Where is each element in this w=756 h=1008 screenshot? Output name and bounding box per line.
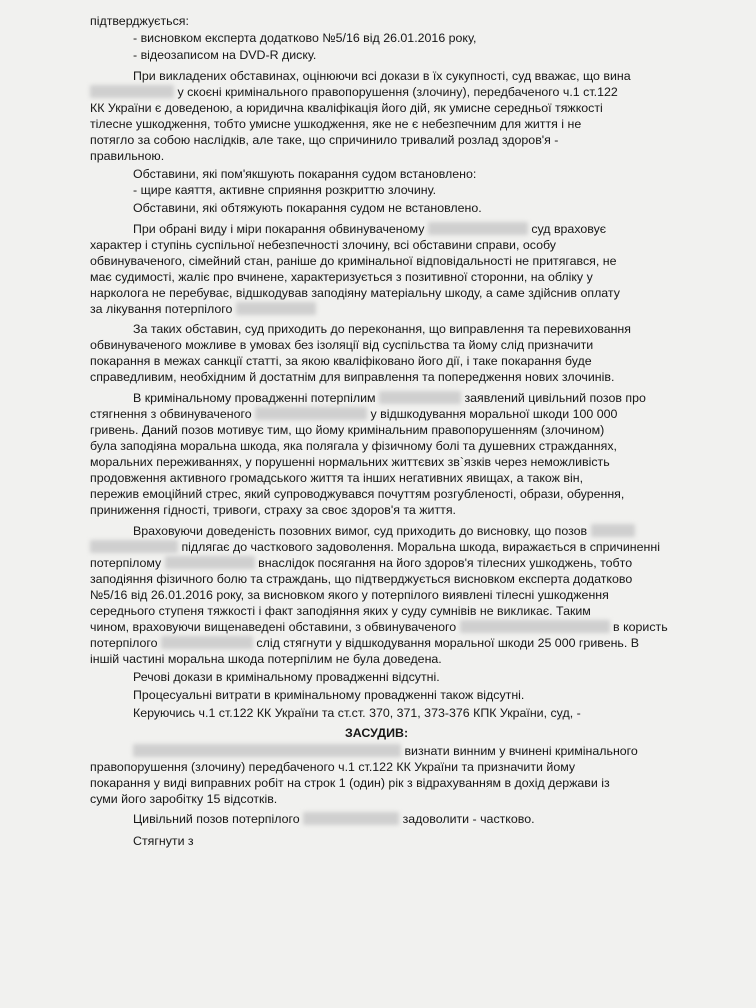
text-span: визнати винним у вчинені кримінального (404, 744, 638, 758)
text-line (133, 222, 606, 237)
text-line: потягло за собою наслідків, але таке, що спричинило тривалий розлад здоров'я - (90, 133, 559, 147)
text-line: середнього ступеня тяжкості і факт заподіяння яких у суду сумнівів не викликає. Таким (90, 604, 591, 618)
text-span: При обрані виду і міри покарання обвинуваченому (133, 222, 425, 236)
text-line: характер і ступінь суспільної небезпечності злочину, всі обставини справи, особу (90, 238, 556, 252)
text-line: іншій частині моральна шкода потерпілим не була доведена. (90, 652, 442, 666)
redacted-name (591, 524, 635, 537)
redacted-name (165, 556, 255, 569)
text-span: в користь (613, 620, 668, 634)
text-line: №5/16 від 26.01.2016 року, за висновком якого у потерпілого виявлені тілесні ушкодження (90, 588, 609, 602)
text-line: покарання в межах санкції статті, за якою кваліфіковано його дії, і таке покарання буде (90, 354, 592, 368)
text-line: - відеозаписом на DVD-R диску. (133, 48, 317, 62)
text-span: задоволити - частково. (402, 812, 535, 826)
redacted-name (161, 636, 253, 649)
text-line: Речові докази в кримінальному провадженні відсутні. (133, 670, 440, 684)
text-line: - висновком експерта додатково №5/16 від 26.01.2016 року, (133, 31, 477, 45)
redacted-name (133, 744, 401, 757)
text-span: підлягає до часткового задоволення. Моральна шкода, виражається в спричиненні (181, 540, 660, 554)
text-span: стягнення з обвинуваченого (90, 407, 252, 421)
text-line: Обставини, які обтяжують покарання судом не встановлено. (133, 201, 482, 215)
text-line: була заподіяна моральна шкода, яка полягала у фізичному болі та душевних стражданнях, (90, 439, 617, 453)
text-line (90, 302, 316, 317)
redacted-name (303, 812, 399, 825)
text-line (90, 620, 668, 635)
text-span: заявлений цивільний позов про (464, 391, 646, 405)
text-line (90, 556, 632, 571)
redacted-name (379, 391, 461, 404)
text-span: Цивільний позов потерпілого (133, 812, 300, 826)
text-span: у скоєні кримінального правопорушення (злочину), передбаченого ч.1 ст.122 (177, 85, 618, 99)
text-line: КК України є доведеною, а юридична кваліфікація його дій, як умисне середньої тяжкості (90, 101, 603, 115)
text-line: Обставини, які пом'якшують покарання судом встановлено: (133, 167, 477, 181)
text-line: правопорушення (злочину) передбаченого ч.1 ст.122 КК України та призначити йому (90, 760, 576, 774)
text-line (133, 834, 194, 849)
text-line: правильною. (90, 149, 165, 163)
text-line (90, 540, 660, 555)
text-line: покарання у виді виправних робіт на строк 1 (один) рік з відрахуванням в дохід держави із (90, 776, 610, 790)
text-line: При викладених обставинах, оцінюючи всі докази в їх сукупності, суд вважає, що вина (133, 69, 631, 83)
text-line: має судимості, жаліє про вчинене, характеризується з позитивної сторонни, на обліку у (90, 270, 593, 284)
text-span: суд враховує (531, 222, 607, 236)
text-line (90, 636, 639, 651)
text-line: заподіяння фізичного болю та страждань, що підтверджується висновком експерта додатково (90, 572, 633, 586)
text-line: Процесуальні витрати в кримінальному провадженні також відсутні. (133, 688, 525, 702)
text-span: Стягнути з (133, 834, 194, 848)
text-line (90, 407, 617, 422)
redacted-name (90, 85, 174, 98)
redacted-name (460, 620, 610, 633)
text-span: чином, враховуючи вищенаведені обставини, з обвинуваченого (90, 620, 457, 634)
text-span: потерпілому (90, 556, 162, 570)
text-line (133, 391, 646, 406)
text-line: справедливим, необхідним й достатнім для виправлення та попередження нових злочинів. (90, 370, 615, 384)
text-line: обвинуваченого, сімейний стан, раніше до кримінальної відповідальності не притягався, не (90, 254, 617, 268)
text-line: гривень. Даний позов мотивує тим, що йому кримінальним правопорушенням (злочином) (90, 423, 605, 437)
text-line: моральних переживаннях, у порушенні нормальних життєвих зв`язків через неможливість (90, 455, 610, 469)
text-line (90, 85, 618, 100)
text-line (133, 524, 635, 539)
redacted-name (428, 222, 528, 235)
text-line: - щире каяття, активне сприяння розкриттю злочину. (133, 183, 437, 197)
redacted-name (236, 302, 316, 315)
text-line: суми його заробітку 15 відсотків. (90, 792, 278, 806)
text-line: Керуючись ч.1 ст.122 КК України та ст.ст. 370, 371, 373-376 КПК України, суд, - (133, 706, 581, 720)
text-span: внаслідок посягання на його здоров'я тілесних ушкоджень, тобто (258, 556, 633, 570)
text-line: пережив емоційний стрес, який супроводжувався почуттям розгубленості, образи, обурення, (90, 487, 625, 501)
text-line (133, 744, 638, 759)
text-span: за лікування потерпілого (90, 302, 233, 316)
text-line: наркологa не перебуває, відшкодував заподіяну матеріальну шкоду, а саме здійснив оплату (90, 286, 620, 300)
text-span: В кримінальному провадженні потерпілим (133, 391, 376, 405)
text-span: у відшкодування моральної шкоди 100 000 (370, 407, 618, 421)
text-line: тілесне ушкодження, тобто умисне ушкодження, яке не є небезпечним для життя і не (90, 117, 582, 131)
verdict-heading: ЗАСУДИВ: (345, 726, 409, 740)
text-line: обвинуваченого можливе в умовах без ізоляції від суспільства та йому слід призначити (90, 338, 594, 352)
text-span: потерпілого (90, 636, 158, 650)
text-line (133, 812, 535, 827)
redacted-name (90, 540, 178, 553)
text-line: продовження активного громадського життя та інших негативних явищах, а також він, (90, 471, 584, 485)
text-line: підтверджується: (90, 14, 189, 28)
text-span: Враховуючи доведеність позовних вимог, суд приходить до висновку, що позов (133, 524, 588, 538)
text-line: За таких обставин, суд приходить до переконання, що виправлення та перевиховання (133, 322, 631, 336)
redacted-name (255, 407, 367, 420)
text-line: приниження гідності, тривоги, страху за своє здоров'я та життя. (90, 503, 456, 517)
text-span: слід стягнути у відшкодування моральної шкоди 25 000 гривень. В (256, 636, 640, 650)
